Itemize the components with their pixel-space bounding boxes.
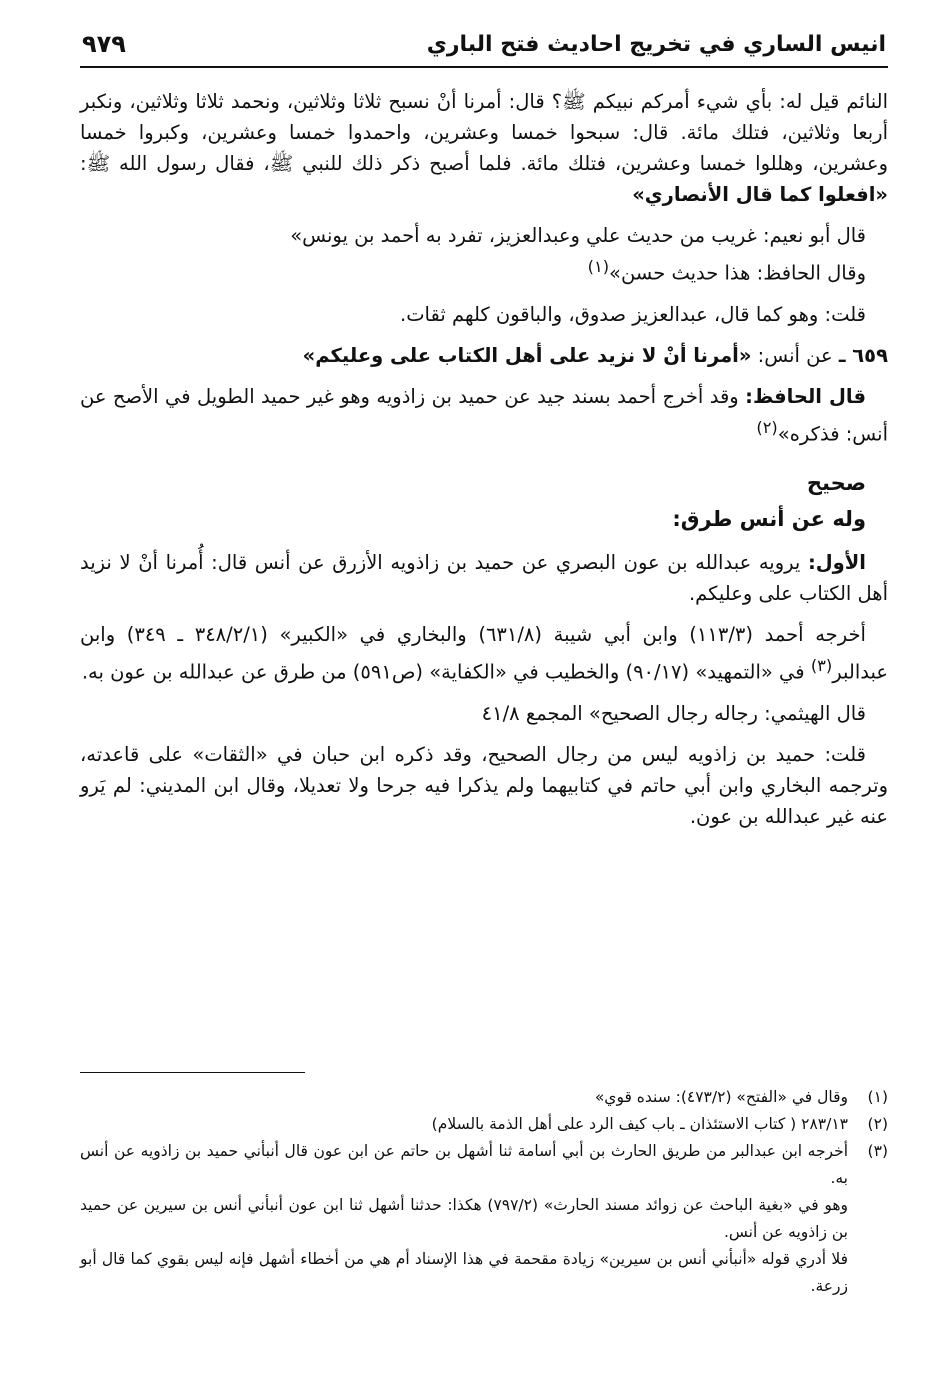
- turuq-heading: وله عن أنس طرق:: [672, 507, 866, 531]
- book-title: انيس الساري في تخريج احاديث فتح الباري: [426, 32, 886, 57]
- footnote-ref-2: (٢): [756, 417, 778, 437]
- running-header: [80, 28, 888, 68]
- prophet-quote: «افعلوا كما قال الأنصاري»: [632, 183, 888, 206]
- paragraph-qultu-2: قلت: حميد بن زاذويه ليس من رجال الصحيح، وقد ذكره ابن حبان في «الثقات» على قاعدته، وترجمه البخاري وابن أبي حاتم في كتابيهما ولم يذكرا فيه جرحا ولا تعديلا، وقال ابن المديني: لم يَرو عنه غير عبدالله بن عون.: [80, 742, 888, 828]
- footnote-separator: [80, 1072, 305, 1073]
- paragraph-qultu-1: قلت: وهو كما قال، عبدالعزيز صدوق، والباقون كلهم ثقات.: [400, 302, 866, 326]
- paragraph-hafiz-hasan: وقال الحافظ: هذا حديث حسن»$^{(١)}$: [587, 257, 866, 285]
- main-text: [80, 86, 888, 832]
- footnote-3-cont-1: وهو في «بغية الباحث عن زوائد مسند الحارث» (٧٩٧/٢) هكذا: حدثنا أشهل ثنا ابن عون أنبأني أنس بن سيرين عن حميد بن زاذويه عن أنس.: [80, 1196, 848, 1241]
- page-number: ٩٧٩: [82, 30, 126, 58]
- footnote-1: (١) وقال في «الفتح» (٤٧٣/٢): سنده قوي»: [594, 1088, 888, 1106]
- hadith-text: «أمرنا أنْ لا نزيد على أهل الكتاب على وعليكم»: [302, 343, 752, 367]
- paragraph-first-path: الأول: يرويه عبدالله بن عون البصري عن حميد بن زاذويه الأزرق عن أنس قال: أُمرنا أنْ لا نزيد أهل الكتاب على وعليكم.: [80, 551, 888, 605]
- paragraph-haythami: قال الهيثمي: رجاله رجال الصحيح» المجمع ٤١/٨: [481, 701, 866, 725]
- footnote-2: (٢) ٢٨٣/١٣ ( كتاب الاستئذان ـ باب كيف الرد على أهل الذمة بالسلام): [431, 1115, 888, 1133]
- footnotes: [80, 1084, 888, 1300]
- paragraph-hadith-continuation: النائم قيل له: بأي شيء أمركم نبيكم ﷺ؟ قال: أمرنا أنْ نسبح ثلاثا وثلاثين، ونحمد ثلاثا وثلاثين، ونكبر أربعا وثلاثين، فتلك مائة. قال: سبحوا خمسا وعشرين، واحمدوا خمسا وعشرين، وكبروا خمسا وعشرين، وهللوا خمسا وعشرين، فتلك مائة. فلما أصبح ذكر ذلك للنبي ﷺ، فقال رسول الله ﷺ: «افعلوا كما قال الأنصاري»: [80, 90, 888, 206]
- hadith-659: ٦٥٩ ـ عن أنس: «أمرنا أنْ لا نزيد على أهل الكتاب على وعليكم»: [302, 343, 888, 367]
- hadith-number: ٦٥٩ ـ: [838, 343, 888, 367]
- book-page: [80, 28, 888, 1358]
- paragraph-takhrij: أخرجه أحمد (١١٣/٣) وابن أبي شيبة (٦٣١/٨) والبخاري في «الكبير» (٣٤٨/٢/١ ـ ٣٤٩) وابن عبدالبر$^{(٣)}$ في «التمهيد» (٩٠/١٧) والخطيب في «الكفاية» (ص٥٩١) من طرق عن عبدالله بن عون به.: [80, 623, 888, 684]
- footnote-3-cont-2: فلا أدري قوله «أنبأني أنس بن سيرين» زيادة مقحمة في هذا الإسناد أم هي من أخطاء أشهل فإنه ليس بقوي كما قال أبو زرعة.: [80, 1250, 848, 1295]
- grading-heading: صحيح: [806, 471, 866, 495]
- footnote-3: (٣) أخرجه ابن عبدالبر من طريق الحارث بن أبي أسامة ثنا أشهل بن حاتم عن ابن عون قال أنبأني حميد بن زاذويه عن أنس به.: [80, 1142, 888, 1187]
- footnote-ref-3: (٣): [810, 656, 833, 675]
- paragraph-hafiz-ahmad: قال الحافظ: وقد أخرج أحمد بسند جيد عن حميد بن زاذويه وهو غير حميد الطويل في الأصح عن أنس: فذكره»$^{(٢)}$: [80, 384, 888, 445]
- footnote-ref-1: (١): [587, 257, 610, 276]
- paragraph-abu-nuaym: قال أبو نعيم: غريب من حديث علي وعبدالعزيز، تفرد به أحمد بن يونس»: [290, 224, 866, 247]
